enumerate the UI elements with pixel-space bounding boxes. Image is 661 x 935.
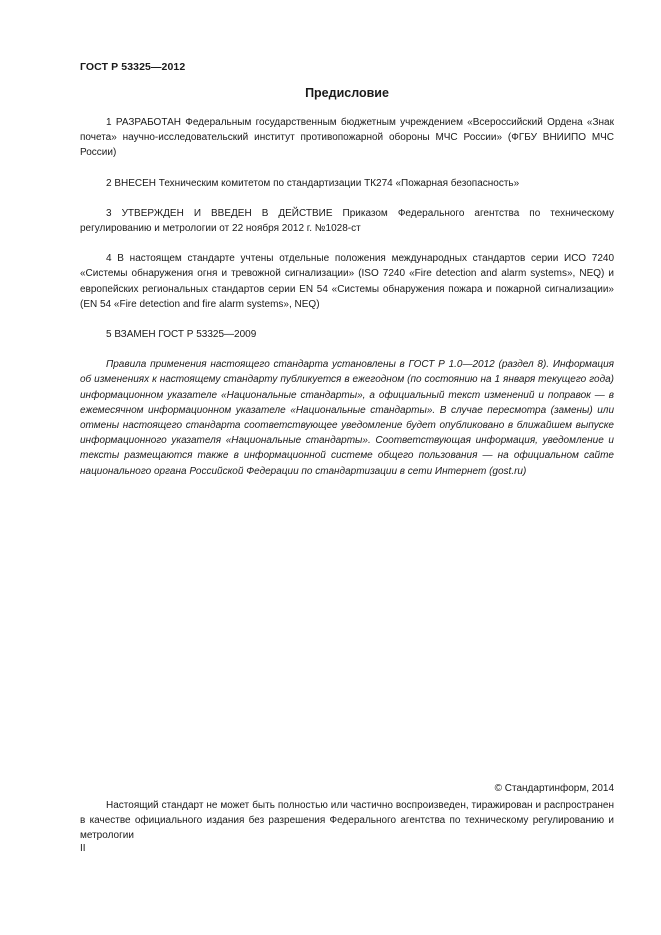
rules-of-application-note: Правила применения настоящего стандарта установлены в ГОСТ Р 1.0—2012 (раздел 8). Информация об изменениях к настоящему стандарту публикуется в ежегодном (по состоянию на 1 января текущего года) информационном указателе «Национальные стандарты», а официальный текст изменений и поправок — в ежемесячном информационном указателе «Национальные стандарты». В случае пересмотра (замены) или отмены настоящего стандарта соответствующее уведомление будет опубликовано в ближайшем выпуске информационного указателя «Национальные стандарты». Соответствующая информация, уведомление и тексты размещаются также в информационной системе общего пользования — на официальном сайте национального органа Российской Федерации по стандартизации в сети Интернет (gost.ru) [80,359,614,477]
paragraph-replaces: 5 ВЗАМЕН ГОСТ Р 53325—2009 [106,329,257,341]
paragraph-introduced: 2 ВНЕСЕН Техническим комитетом по стандартизации ТК274 «Пожарная безопасность» [106,177,520,189]
copyright-line: © Стандартинформ, 2014 [494,783,614,794]
reproduction-notice: Настоящий стандарт не может быть полностью или частично воспроизведен, тиражирован и распространен в качестве официального издания без разрешения Федерального агентства по техническому регулированию и метрологии [80,800,614,842]
section-title: Предисловие [305,86,389,100]
page-number: II [80,843,86,854]
document-code: ГОСТ Р 53325—2012 [80,61,186,73]
paragraph-international-standards: 4 В настоящем стандарте учтены отдельные положения международных стандартов серии ИСО 7240 «Системы обнаружения огня и тревожной сигнализации» (ISO 7240 «Fire detection and alarm systems», NEQ) и европейских региональных стандартов серии EN 54 «Системы обнаружения пожара и пожарной сигнализации» (EN 54 «Fire detection and fire alarm systems», NEQ) [80,253,614,310]
paragraph-approved: 3 УТВЕРЖДЕН И ВВЕДЕН В ДЕЙСТВИЕ Приказом Федерального агентства по техническому регулированию и метрологии от 22 ноября 2012 г. №1028-ст [80,207,614,235]
paragraph-developed: 1 РАЗРАБОТАН Федеральным государственным бюджетным учреждением «Всероссийский Ордена «Знак почета» научно-исследовательский институт противопожарной обороны МЧС России» (ФГБУ ВНИИПО МЧС России) [80,117,614,159]
foreword-body [80,115,614,494]
